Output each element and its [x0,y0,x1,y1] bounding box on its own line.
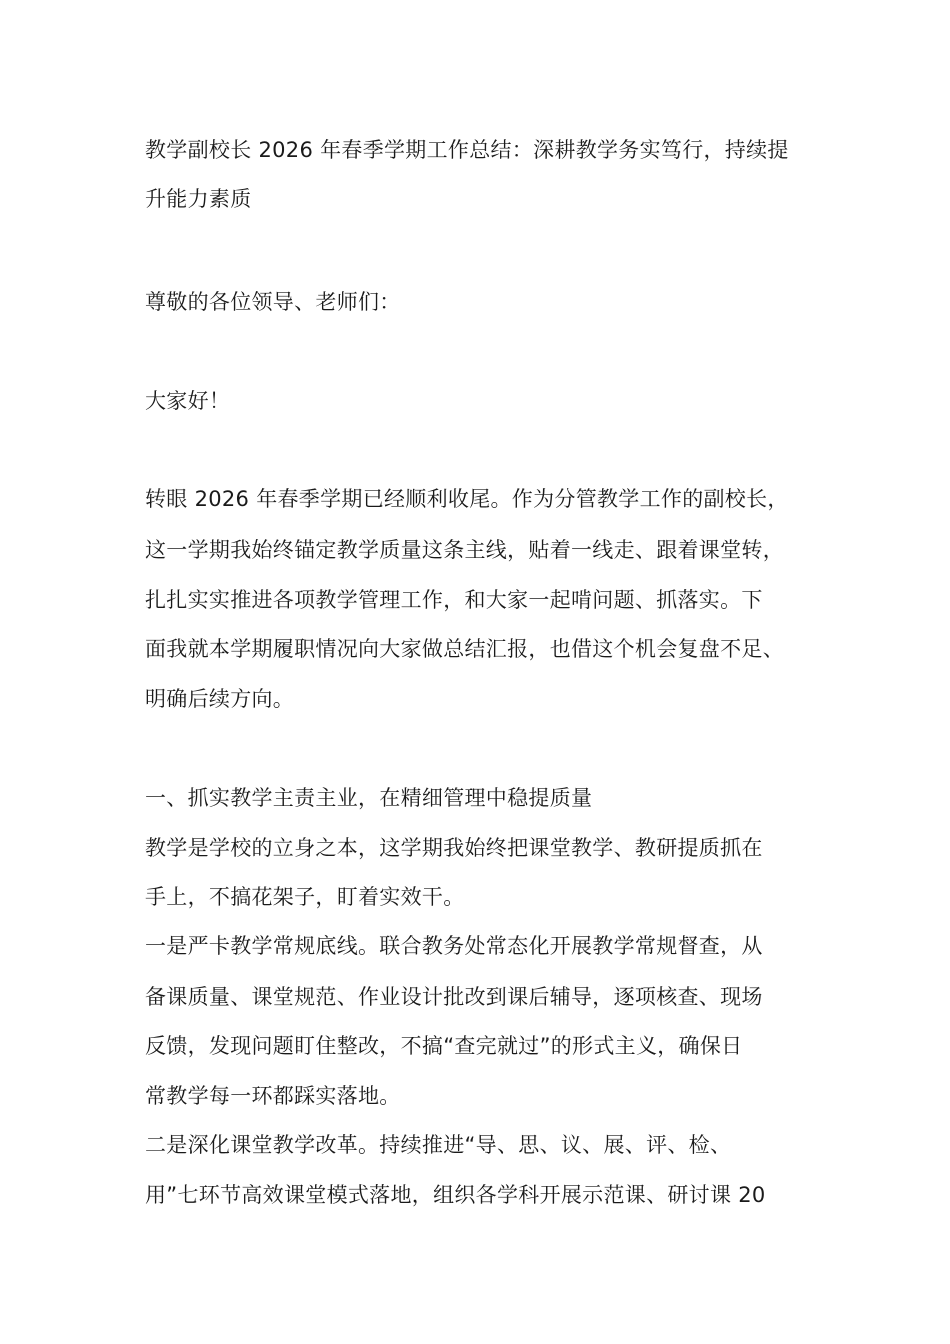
point-2-line-2: 用”七环节高效课堂模式落地，组织各学科开展示范课、研讨课 20 [145,1183,766,1207]
section-1-heading: 一、抓实教学主责主业，在精细管理中稳提质量 [145,786,593,810]
document-title-line-2: 升能力素质 [145,187,252,211]
salutation: 尊敬的各位领导、老师们： [145,290,401,314]
intro-line-1: 转眼 2026 年春季学期已经顺利收尾。作为分管教学工作的副校长， [145,487,789,511]
point-1-line-3: 反馈，发现问题盯住整改，不搞“查完就过”的形式主义，确保日 [145,1034,743,1058]
intro-line-2: 这一学期我始终锚定教学质量这条主线，贴着一线走、跟着课堂转， [145,538,784,562]
greeting: 大家好！ [145,389,231,413]
intro-line-3: 扎扎实实推进各项教学管理工作，和大家一起啃问题、抓落实。下 [145,588,763,612]
intro-line-5: 明确后续方向。 [145,687,295,711]
point-2-line-1: 二是深化课堂教学改革。持续推进“导、思、议、展、评、检、 [145,1133,732,1157]
point-1-line-2: 备课质量、课堂规范、作业设计批改到课后辅导，逐项核查、现场 [145,985,763,1009]
point-1-line-4: 常教学每一环都踩实落地。 [145,1084,401,1108]
document-title-line-1: 教学副校长 2026 年春季学期工作总结：深耕教学务实笃行，持续提 [145,138,789,162]
section-1-intro-line-2: 手上，不搞花架子，盯着实效干。 [145,885,465,909]
intro-line-4: 面我就本学期履职情况向大家做总结汇报，也借这个机会复盘不足、 [145,637,784,661]
point-1-line-1: 一是严卡教学常规底线。联合教务处常态化开展教学常规督查，从 [145,934,763,958]
section-1-intro-line-1: 教学是学校的立身之本，这学期我始终把课堂教学、教研提质抓在 [145,836,763,860]
